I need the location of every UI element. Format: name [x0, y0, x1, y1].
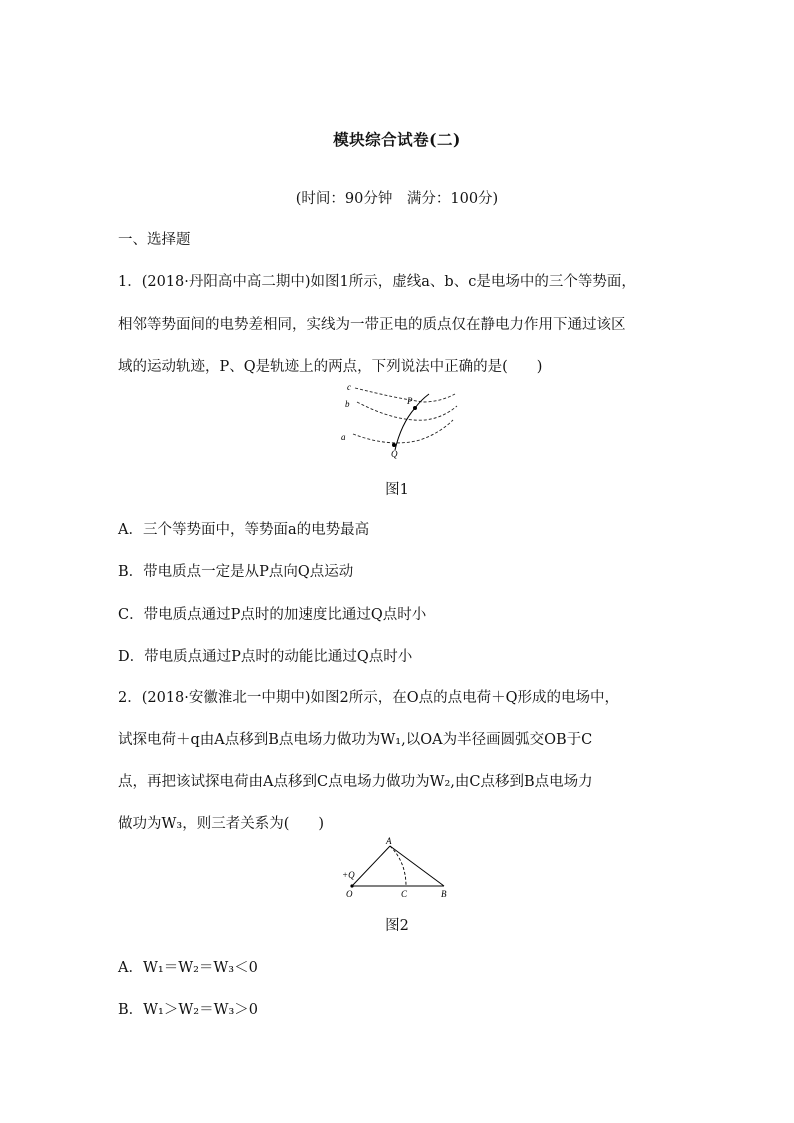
segment-ab — [390, 846, 444, 886]
equipotential-line-a — [353, 420, 453, 443]
q1-option-b[interactable]: B．带电质点一定是从P点向Q点运动 — [118, 564, 354, 580]
label-q: Q — [391, 449, 398, 459]
label-c: c — [347, 382, 351, 392]
q2-option-b[interactable]: B．W₁＞W₂＝W₃＞0 — [118, 1002, 259, 1018]
segment-oa — [352, 846, 390, 886]
point-q — [392, 443, 396, 447]
q1-option-a[interactable]: A．三个等势面中，等势面a的电势最高 — [118, 522, 370, 538]
label-a: a — [341, 432, 346, 442]
label-b: b — [345, 399, 350, 409]
label-plus-q: +Q — [342, 870, 355, 880]
q2-option-a[interactable]: A．W₁＝W₂＝W₃＜0 — [118, 960, 258, 976]
label-c: C — [401, 889, 408, 899]
figure-2-triangle-diagram — [340, 836, 455, 901]
label-a: A — [386, 836, 392, 846]
point-o — [350, 884, 353, 887]
label-o: O — [346, 889, 353, 899]
exam-meta: (时间：90分钟 满分：100分) — [295, 191, 499, 207]
equipotential-line-c — [355, 388, 455, 402]
q1-option-d[interactable]: D．带电质点通过P点时的动能比通过Q点时小 — [118, 649, 413, 665]
page-title: 模块综合试卷(二) — [333, 130, 461, 149]
q1-stem-line-1: 1．(2018·丹阳高中高二期中)如图1所示，虚线a、b、c是电场中的三个等势面， — [118, 274, 636, 290]
section-heading: 一、选择题 — [118, 232, 191, 248]
q2-stem-line-2: 试探电荷＋q由A点移到B点电场力做功为W₁,以OA为半径画圆弧交OB于C — [118, 732, 593, 748]
figure-1-equipotential-diagram — [335, 378, 465, 464]
point-p — [413, 406, 417, 410]
figure-2-caption: 图2 — [385, 918, 409, 934]
label-p: P — [407, 396, 413, 406]
q2-stem-line-1: 2．(2018·安徽淮北一中期中)如图2所示，在O点的点电荷＋Q形成的电场中， — [118, 690, 620, 706]
q1-option-c[interactable]: C．带电质点通过P点时的加速度比通过Q点时小 — [118, 607, 427, 623]
q1-stem-line-3: 域的运动轨迹，P、Q是轨迹上的两点，下列说法中正确的是( ) — [118, 359, 543, 375]
q2-stem-line-4: 做功为W₃，则三者关系为( ) — [118, 816, 325, 832]
label-b: B — [441, 889, 447, 899]
figure-1-caption: 图1 — [385, 482, 409, 498]
q1-stem-line-2: 相邻等势面间的电势差相同，实线为一带正电的质点仅在静电力作用下通过该区 — [118, 317, 626, 333]
q2-stem-line-3: 点，再把该试探电荷由A点移到C点电场力做功为W₂,由C点移到B点电场力 — [118, 774, 593, 790]
